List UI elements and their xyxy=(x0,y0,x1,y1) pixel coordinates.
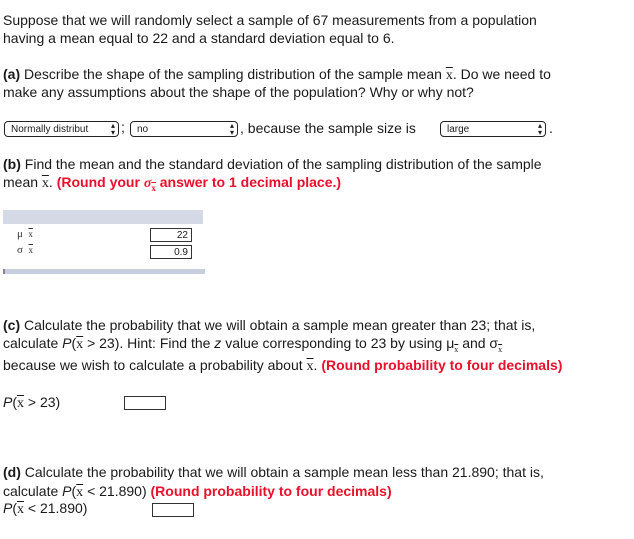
part-a-text: Describe the shape of the sampling distribution of the sample mean xyxy=(24,66,442,82)
P-symbol: P xyxy=(62,335,72,351)
mean-input[interactable]: 22 xyxy=(150,228,192,242)
part-a-label: (a) xyxy=(3,66,21,82)
part-a-line-2: make any assumptions about the shape of the population? Why or why not? xyxy=(3,84,474,100)
because-text: , because the sample size is xyxy=(240,120,416,136)
part-c-label: (c) xyxy=(3,317,21,333)
select-arrows-icon: ▴ ▾ xyxy=(229,121,234,137)
part-c-hint-2: value corresponding to 23 by using μ xyxy=(225,335,455,351)
part-c-hint: > 23). Hint: Find the xyxy=(87,335,211,351)
part-c-reason: because we wish to calculate a probability about xyxy=(3,357,303,373)
part-c-instruction: (Round probability to four decimals) xyxy=(321,357,563,373)
part-d-expr: < 21.890) xyxy=(87,483,147,499)
xbar-symbol: $\overline{x}$ xyxy=(306,359,314,374)
part-b-instruction-b: answer to 1 decimal place.) xyxy=(159,174,342,190)
shape-select[interactable] xyxy=(4,121,119,137)
xbar-symbol: $\overline{x}$ xyxy=(41,176,49,191)
z-symbol: z xyxy=(214,335,222,351)
separator: ; xyxy=(121,119,125,135)
part-b-line-1 xyxy=(3,155,542,173)
xbar-symbol: $\overline{x}$ xyxy=(445,68,453,83)
part-a-line-1 xyxy=(3,65,551,85)
intro-line-2: having a mean equal to 22 and a standard deviation equal to 6. xyxy=(3,30,395,46)
prob-greater-input[interactable] xyxy=(124,396,166,410)
part-a-text-tail: . Do we need to xyxy=(452,66,551,82)
xbar-symbol: $\overline{x}$ xyxy=(76,337,84,352)
mu-xbar-label: μ $\overline{x}$ xyxy=(17,228,33,240)
prob-less-input[interactable] xyxy=(152,503,194,517)
part-c-line-1 xyxy=(3,316,535,334)
intro-line-1: Suppose that we will randomly select a sample of 67 measurements from a population xyxy=(3,12,537,28)
std-dev-input[interactable]: 0.9 xyxy=(150,245,192,259)
table-header xyxy=(3,210,203,224)
part-d-line-2: calculate $P(\overline{x} < 21.890)$ (Round probability to four decimals) xyxy=(3,483,392,500)
sample-size-select-value: large xyxy=(447,124,470,135)
part-b-line-2 xyxy=(3,173,341,197)
part-c-line-2: calculate $P(\overline{x} > 23)$. Hint: Find the z value corresponding to 23 by using $\mu_{\overline{x}}$ and $\sigma_{\overline{x}}$ xyxy=(3,335,503,354)
part-d-label: (d) xyxy=(3,464,21,480)
part-d-text: Calculate the probability that we will obtain a sample mean less than 21.890; that is, xyxy=(24,464,544,480)
table-footer xyxy=(3,269,205,274)
assumption-select[interactable] xyxy=(130,121,238,137)
select-arrows-icon: ▴ ▾ xyxy=(110,121,115,137)
part-b-label: (b) xyxy=(3,156,21,172)
part-d-instruction: (Round probability to four decimals) xyxy=(150,483,392,499)
sigma-xbar-label: σ $\overline{x}$ xyxy=(17,244,33,256)
part-d-prob-label: $P(\overline{x} < 21.890)$ xyxy=(3,500,88,517)
part-b-text: Find the mean and the standard deviation of the sampling distribution of the sample xyxy=(24,156,542,172)
part-c-hint-3: and σ xyxy=(462,335,499,351)
part-c-text: Calculate the probability that we will obtain a sample mean greater than 23; that is, xyxy=(24,317,536,333)
part-b-dot: . xyxy=(48,174,53,190)
sigma-xbar-symbol: $\sigma_{\overline{x}}$ xyxy=(143,176,156,193)
select-arrows-icon: ▴ ▾ xyxy=(537,121,542,137)
calculate-word: calculate xyxy=(3,483,59,499)
part-c-prob-label: $P(\overline{x} > 23)$ xyxy=(3,394,61,411)
part-b-instruction-a: (Round your xyxy=(56,174,140,190)
sample-size-select[interactable] xyxy=(440,121,546,137)
calculate-word: calculate xyxy=(3,335,59,351)
part-d-line-1 xyxy=(3,463,544,481)
assumption-select-value: no xyxy=(137,124,149,135)
shape-select-value: Normally distribut xyxy=(11,124,89,135)
period: . xyxy=(549,120,553,136)
part-b-mean-word: mean xyxy=(3,174,39,190)
part-c-line-3: because we wish to calculate a probability about $\overline{x}$. (Round probability to four decimals) xyxy=(3,357,563,374)
